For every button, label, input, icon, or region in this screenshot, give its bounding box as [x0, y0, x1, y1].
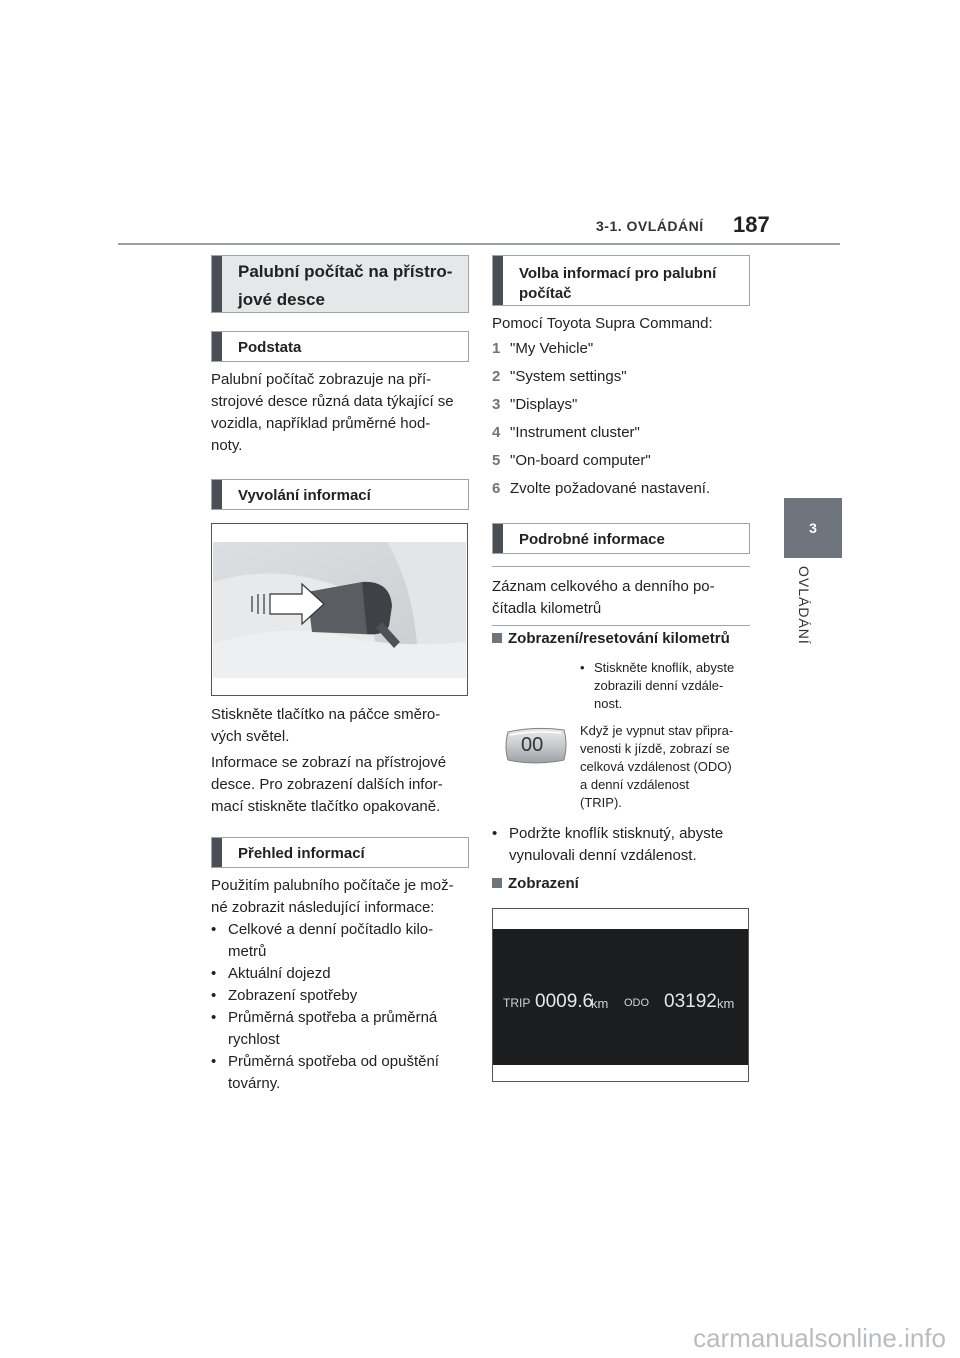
odo-value: 03192 — [664, 991, 717, 1012]
square-bullet-icon — [492, 633, 502, 643]
reset-title: Zobrazení/resetování kilometrů — [508, 630, 730, 647]
stalk-illustration — [212, 524, 467, 695]
step-item — [492, 450, 754, 478]
volba-intro: Pomocí Toyota Supra Command: — [492, 315, 713, 332]
vyvolani-heading: Vyvolání informací — [238, 487, 371, 504]
trip-unit: km — [591, 996, 609, 1011]
page-number: 187 — [733, 212, 770, 237]
main-heading-box — [211, 255, 469, 313]
list-item — [211, 1051, 473, 1095]
prehled-intro: Použitím palubního počítače je mož- né zobrazit následující informace: — [211, 877, 454, 916]
step-number: 5 — [492, 452, 501, 469]
square-bullet-icon — [492, 878, 502, 888]
podstata-text: Palubní počítač zobrazuje na pří- strojové desce různá data týkající se vozidla, například průměrné hod- noty. — [211, 371, 454, 454]
watermark: carmanualsonline.info — [693, 1323, 946, 1353]
prehled-heading: Přehled informací — [238, 845, 365, 862]
reset-bullet-item — [580, 659, 752, 713]
step-number: 4 — [492, 424, 501, 441]
reset-title-row — [492, 628, 730, 650]
step-item — [492, 366, 754, 394]
podstata-heading-box — [211, 331, 469, 362]
list-item-text: Zobrazení spotřeby — [228, 987, 358, 1004]
bullet-mark: • — [211, 1009, 217, 1026]
vyvolani-heading-box — [211, 479, 469, 510]
trip-value: 0009.6 — [535, 991, 594, 1012]
trip-knob-icon — [500, 722, 570, 768]
turn-signal-stalk-figure — [211, 523, 468, 696]
podrobne-subheading-box — [492, 566, 750, 626]
chapter-tab: 3 — [784, 498, 842, 558]
step-text: "System settings" — [510, 368, 627, 385]
heading-bar — [212, 332, 222, 361]
list-item — [211, 919, 473, 963]
step-text: "Instrument cluster" — [510, 424, 640, 441]
heading-bar — [212, 256, 222, 312]
list-item-text: Aktuální dojezd — [228, 965, 331, 982]
reset-bullet-text: Stiskněte knoflík, abyste zobrazili denní vzdále- nost. — [594, 660, 735, 711]
step-item — [492, 478, 754, 506]
heading-bar — [212, 480, 222, 509]
cluster-display — [493, 929, 748, 1065]
podstata-heading: Podstata — [238, 339, 302, 356]
display-title: Zobrazení — [508, 875, 579, 892]
vyvolani-text-2: Informace se zobrazí na přístrojové desce. Pro zobrazení dalších infor- mací stiskněte tlačítko opakovaně. — [211, 754, 447, 815]
bullet-mark: • — [211, 921, 217, 938]
step-number: 3 — [492, 396, 501, 413]
odo-unit: km — [717, 996, 735, 1011]
step-number: 1 — [492, 340, 501, 357]
heading-bar — [493, 256, 503, 305]
odometer-display-figure — [492, 908, 749, 1082]
step-item — [492, 422, 754, 450]
list-item-text: Celkové a denní počítadlo kilo- metrů — [228, 921, 434, 960]
step-number: 2 — [492, 368, 501, 385]
prehled-list — [211, 919, 473, 1095]
display-title-row — [492, 873, 579, 895]
bullet-mark: • — [211, 987, 217, 1004]
podrobne-heading-box — [492, 523, 750, 554]
step-text: "On-board computer" — [510, 452, 651, 469]
header-divider — [118, 243, 840, 245]
step-number: 6 — [492, 480, 501, 497]
odo-label: ODO — [624, 997, 650, 1009]
prehled-heading-box — [211, 837, 469, 868]
heading-bar — [212, 838, 222, 867]
vyvolani-text-1: Stiskněte tlačítko na páčce směro- vých světel. — [211, 706, 441, 745]
knob-note: Když je vypnut stav připra- venosti k jízdě, zobrazí se celková vzdálenost (ODO) a denní vzdálenost (TRIP). — [580, 723, 734, 810]
list-item — [211, 1007, 473, 1051]
chapter-label: OVLÁDÁNÍ — [796, 566, 812, 645]
step-text: "Displays" — [510, 396, 578, 413]
bullet-mark: • — [492, 825, 498, 842]
list-item — [211, 963, 473, 985]
section-title: 3-1. OVLÁDÁNÍ — [596, 218, 704, 234]
list-item-text: Průměrná spotřeba a průměrná rychlost — [228, 1009, 438, 1048]
podrobne-heading: Podrobné informace — [519, 531, 665, 548]
step-item — [492, 394, 754, 422]
bullet-mark: • — [211, 1053, 217, 1070]
list-item — [211, 985, 473, 1007]
bullet-mark: • — [211, 965, 217, 982]
main-heading: Palubní počítač na přístro- jové desce — [238, 262, 453, 309]
hold-bullet-text: Podržte knoflík stisknutý, abyste vynulovali denní vzdálenost. — [509, 825, 724, 864]
hold-bullet-item — [492, 823, 754, 867]
heading-bar — [493, 524, 503, 553]
volba-steps — [492, 338, 754, 506]
podrobne-subheading: Záznam celkového a denního po- čítadla kilometrů — [492, 578, 715, 617]
list-item-text: Průměrná spotřeba od opuštění továrny. — [228, 1053, 439, 1092]
step-text: Zvolte požadované nastavení. — [510, 480, 711, 497]
bullet-mark: • — [580, 660, 585, 675]
trip-label: TRIP — [503, 996, 531, 1010]
knob-label: 00 — [521, 734, 544, 756]
step-item — [492, 338, 754, 366]
volba-heading-box — [492, 255, 750, 306]
step-text: "My Vehicle" — [510, 340, 594, 357]
volba-heading: Volba informací pro palubní počítač — [519, 265, 717, 302]
